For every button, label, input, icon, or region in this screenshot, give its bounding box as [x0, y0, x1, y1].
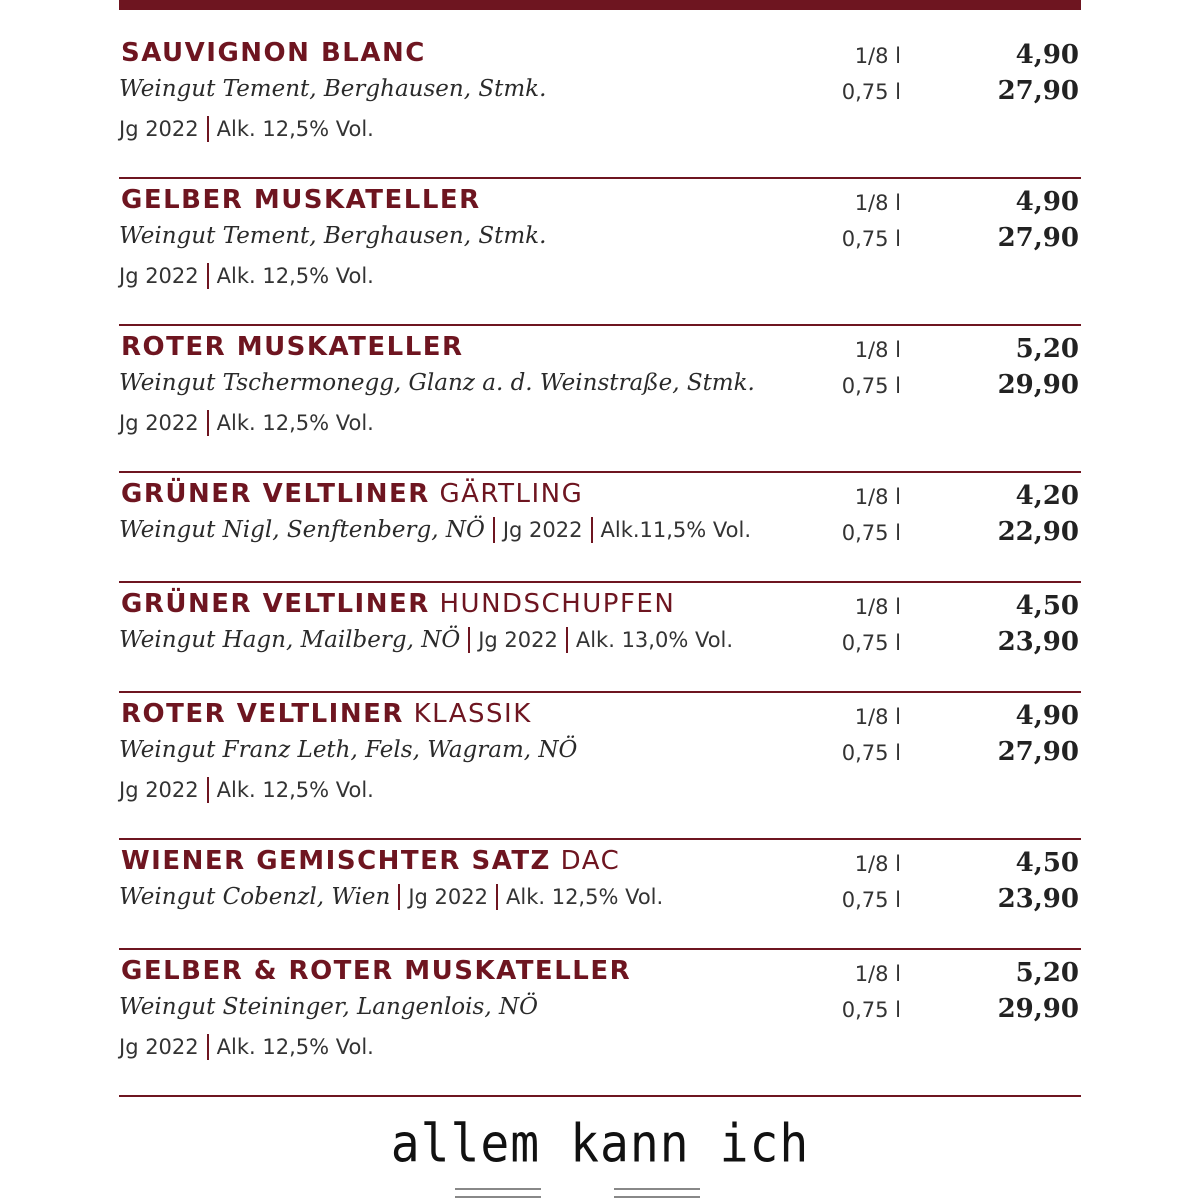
vintage: Jg 2022	[119, 117, 199, 141]
wine-item	[119, 950, 1081, 1097]
vintage: Jg 2022	[119, 778, 199, 802]
vintage: Jg 2022	[119, 411, 199, 435]
volume-glass: 1/8 l	[854, 485, 901, 509]
wine-subname: DAC	[560, 846, 621, 876]
price-glass: 4,50	[1015, 848, 1079, 878]
wine-name: WIENER GEMISCHTER SATZ	[121, 846, 551, 876]
alcohol: Alk. 12,5% Vol.	[216, 117, 374, 141]
wine-subname: KLASSIK	[413, 699, 532, 729]
separator	[493, 517, 495, 543]
wine-details	[119, 116, 374, 142]
volume-glass: 1/8 l	[854, 962, 901, 986]
wine-item	[119, 179, 1081, 326]
alcohol: Alk.11,5% Vol.	[600, 518, 752, 542]
wine-item	[119, 583, 1081, 693]
separator	[207, 263, 209, 289]
wine-subname: HUNDSCHUPFEN	[439, 589, 676, 619]
volume-glass: 1/8 l	[854, 338, 901, 362]
price-bottle: 27,90	[997, 76, 1079, 106]
wine-title	[121, 38, 426, 68]
wine-item	[119, 693, 1081, 840]
alcohol: Alk. 12,5% Vol.	[216, 264, 374, 288]
winery: Weingut Cobenzl, Wien	[119, 884, 391, 910]
wine-title	[121, 185, 481, 215]
price-bottle: 29,90	[997, 994, 1079, 1024]
separator	[468, 627, 470, 653]
separator	[207, 777, 209, 803]
price-bottle: 27,90	[997, 737, 1079, 767]
price-glass: 5,20	[1015, 958, 1079, 988]
volume-glass: 1/8 l	[854, 191, 901, 215]
price-bottle: 27,90	[997, 223, 1079, 253]
volume-glass: 1/8 l	[854, 852, 901, 876]
winery: Weingut Nigl, Senftenberg, NÖ	[119, 517, 485, 543]
wine-title	[121, 699, 532, 729]
volume-bottle: 0,75 l	[841, 998, 901, 1022]
separator	[207, 1034, 209, 1060]
top-accent-bar	[119, 0, 1081, 10]
volume-glass: 1/8 l	[854, 705, 901, 729]
price-glass: 5,20	[1015, 334, 1079, 364]
volume-bottle: 0,75 l	[841, 888, 901, 912]
alcohol: Alk. 12,5% Vol.	[506, 885, 664, 909]
wine-details	[119, 263, 374, 289]
winery: Weingut Tschermonegg, Glanz a. d. Weinstraße, Stmk.	[119, 370, 755, 396]
separator	[591, 517, 593, 543]
wine-details	[119, 627, 733, 653]
vintage: Jg 2022	[502, 518, 583, 542]
separator	[398, 884, 400, 910]
price-bottle: 23,90	[997, 884, 1079, 914]
volume-bottle: 0,75 l	[841, 521, 901, 545]
wine-details	[119, 884, 663, 910]
wine-name: SAUVIGNON BLANC	[121, 38, 426, 68]
wine-subname: GÄRTLING	[439, 479, 584, 509]
price-bottle: 22,90	[997, 517, 1079, 547]
alcohol: Alk. 12,5% Vol.	[216, 411, 374, 435]
price-bottle: 23,90	[997, 627, 1079, 657]
vintage: Jg 2022	[478, 628, 558, 652]
vintage: Jg 2022	[119, 264, 199, 288]
separator	[496, 884, 498, 910]
winery: Weingut Hagn, Mailberg, NÖ	[119, 627, 461, 653]
winery: Weingut Franz Leth, Fels, Wagram, NÖ	[119, 737, 578, 763]
separator	[207, 116, 209, 142]
wine-name: GELBER & ROTER MUSKATELLER	[121, 956, 632, 986]
alcohol: Alk. 12,5% Vol.	[216, 778, 374, 802]
wine-title	[121, 479, 583, 509]
wine-details	[119, 410, 374, 436]
volume-glass: 1/8 l	[854, 44, 901, 68]
price-bottle: 29,90	[997, 370, 1079, 400]
wine-item	[119, 473, 1081, 583]
wine-item	[119, 32, 1081, 179]
logo-underline-right	[614, 1188, 700, 1198]
wine-title	[121, 846, 620, 876]
wine-title	[121, 332, 464, 362]
wine-details	[119, 1034, 374, 1060]
wine-name: GRÜNER VELTLINER	[121, 589, 430, 619]
wine-name: GELBER MUSKATELLER	[121, 185, 481, 215]
wine-title	[121, 589, 675, 619]
wine-list	[119, 32, 1081, 1097]
winery: Weingut Tement, Berghausen, Stmk.	[119, 223, 547, 249]
brand-logo: allem kann ich	[390, 1113, 810, 1175]
winery: Weingut Steininger, Langenlois, NÖ	[119, 994, 538, 1020]
wine-item	[119, 840, 1081, 950]
wine-details	[119, 777, 374, 803]
price-glass: 4,90	[1015, 40, 1079, 70]
wine-title	[121, 956, 631, 986]
vintage: Jg 2022	[119, 1035, 199, 1059]
vintage: Jg 2022	[408, 885, 488, 909]
volume-bottle: 0,75 l	[841, 374, 901, 398]
separator	[566, 627, 568, 653]
volume-bottle: 0,75 l	[841, 741, 901, 765]
price-glass: 4,90	[1015, 187, 1079, 217]
volume-glass: 1/8 l	[854, 595, 901, 619]
logo-underline-left	[455, 1188, 541, 1198]
wine-name: GRÜNER VELTLINER	[121, 479, 430, 509]
wine-details	[119, 517, 751, 543]
volume-bottle: 0,75 l	[841, 80, 901, 104]
price-glass: 4,50	[1015, 591, 1079, 621]
volume-bottle: 0,75 l	[841, 227, 901, 251]
price-glass: 4,90	[1015, 701, 1079, 731]
price-glass: 4,20	[1015, 481, 1079, 511]
alcohol: Alk. 13,0% Vol.	[575, 628, 734, 652]
volume-bottle: 0,75 l	[841, 631, 901, 655]
wine-name: ROTER VELTLINER	[121, 699, 404, 729]
wine-name: ROTER MUSKATELLER	[121, 332, 464, 362]
alcohol: Alk. 12,5% Vol.	[216, 1035, 374, 1059]
separator	[207, 410, 209, 436]
winery: Weingut Tement, Berghausen, Stmk.	[119, 76, 547, 102]
wine-item	[119, 326, 1081, 473]
